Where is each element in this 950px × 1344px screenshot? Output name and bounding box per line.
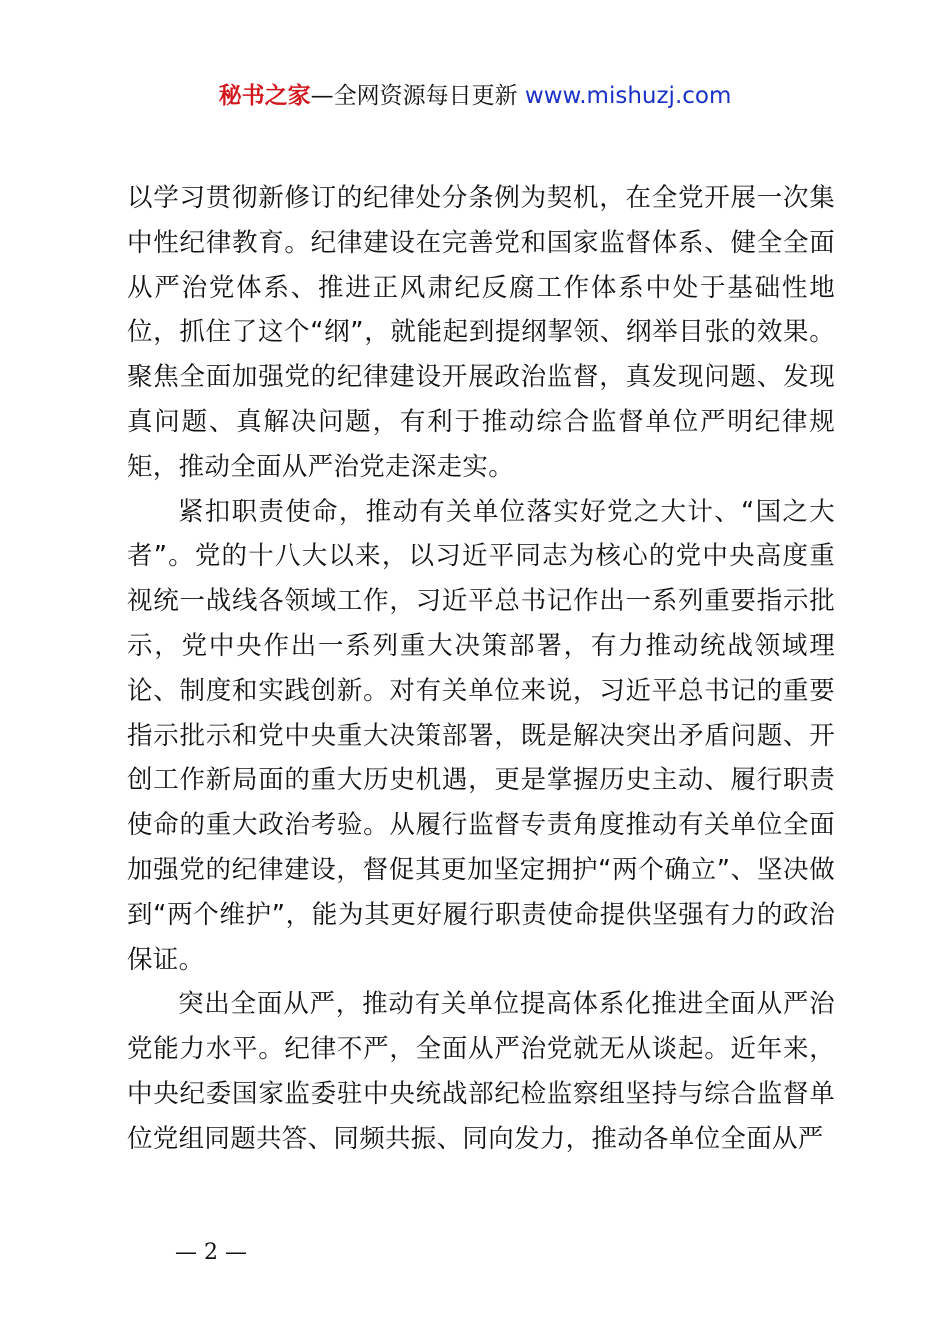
paragraph-1: 以学习贯彻新修订的纪律处分条例为契机，在全党开展一次集中性纪律教育。纪律建设在完善党和国家监督体系、健全全面从严治党体系、推进正风肃纪反腐工作体系中处于基础性地位，抓住了这个“纲”，就能起到提纲挈领、纲举目张的效果。聚焦全面加强党的纪律建设开展政治监督，真发现问题、发现真问题、真解决问题，有利于推动综合监督单位严明纪律规矩，推动全面从严治党走深走实。 xyxy=(127,183,835,482)
paragraph-3: 突出全面从严，推动有关单位提高体系化推进全面从严治党能力水平。纪律不严，全面从严治党就无从谈起。近年来，中央纪委国家监委驻中央统战部纪检监察组坚持与综合监督单位党组同题共答、同频共振、同向发力，推动各单位全面从严 xyxy=(127,989,835,1154)
body-text xyxy=(127,176,835,1162)
paragraph-2: 紧扣职责使命，推动有关单位落实好党之大计、“国之大者”。党的十八大以来，以习近平同志为核心的党中央高度重视统一战线各领域工作，习近平总书记作出一系列重要指示批示，党中央作出一系列重大决策部署，有力推动统战领域理论、制度和实践创新。对有关单位来说，习近平总书记的重要指示批示和党中央重大决策部署，既是解决突出矛盾问题、开创工作新局面的重大历史机遇，更是掌握历史主动、履行职责使命的重大政治考验。从履行监督专责角度推动有关单位全面加强党的纪律建设，督促其更加坚定拥护“两个确立”、坚决做到“两个维护”，能为其更好履行职责使命提供坚强有力的政治保证。 xyxy=(127,496,835,975)
page-header xyxy=(0,80,950,112)
header-url-link[interactable]: www.mishuzj.com xyxy=(524,83,732,109)
header-brand: 秘书之家 xyxy=(218,83,311,109)
header-tagline: —全网资源每日更新 xyxy=(310,83,518,109)
page-number: — 2 — xyxy=(175,1240,247,1265)
